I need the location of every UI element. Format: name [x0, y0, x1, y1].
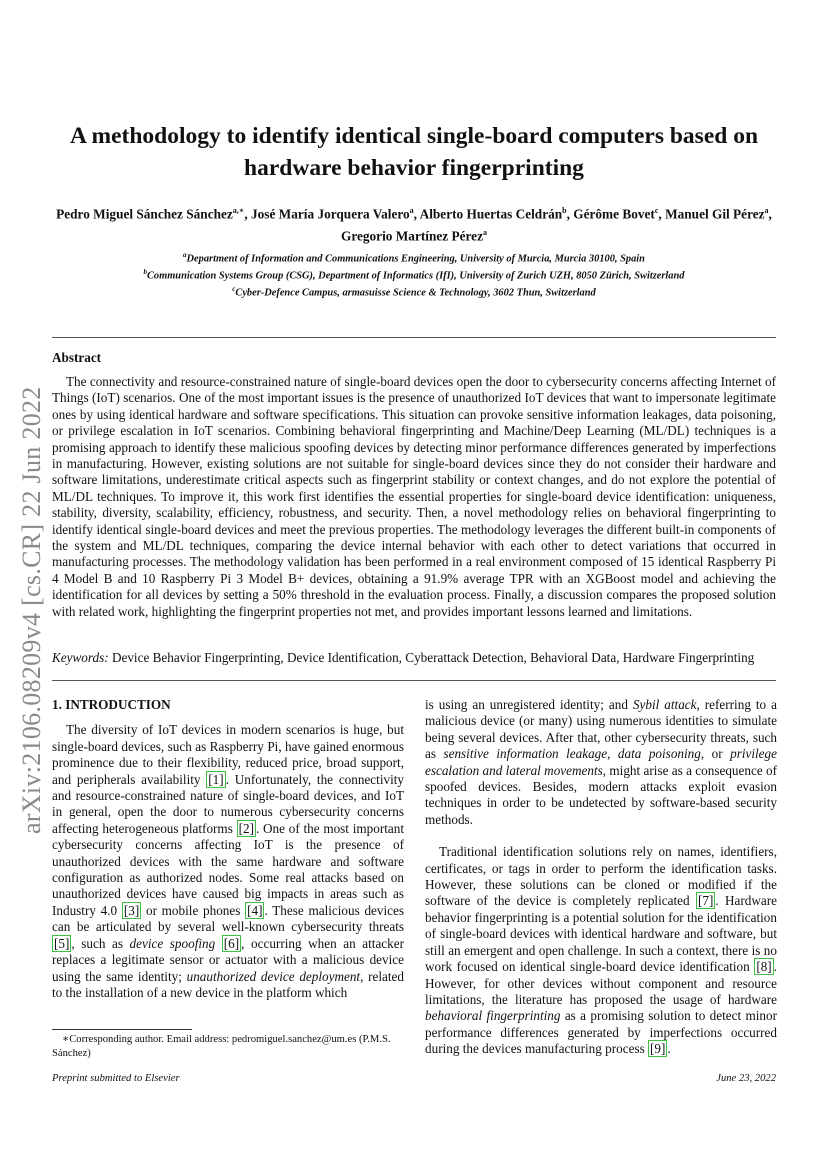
author-name: Manuel Gil Pérez: [665, 206, 765, 222]
footnote-divider: [52, 1029, 192, 1030]
keywords-text: Device Behavior Fingerprinting, Device Identification, Cyberattack Detection, Behavioral Data, Hardware Fingerprinting: [111, 650, 755, 665]
citation-link[interactable]: [9]: [650, 1041, 666, 1057]
citation-link[interactable]: [3]: [123, 902, 140, 918]
right-column: [425, 697, 777, 1058]
body-paragraph: Traditional identification solutions rely on names, identifiers, certificates, or tags in order to perform the identification tasks. However, these solutions can be cloned or modified if the software of the device is completely replicated [7] . Hardware behavior fingerprinting is a potential solution for the identification of single-board devices with identical hardware and software, but still an emergent and open challenge. In such a context, there is no work focused on identical single-board device identification [8] . However, for other devices without component and resource limitations, the literature has proposed the usage of hardware behavioral fingerprinting as a promising solution to detect minor performance differences generated by imperfections occurred during the devices manufacturing process [9] .: [425, 844, 778, 1057]
paper-title: A methodology to identify identical single-board computers based on hardware behavior fingerprinting: [69, 123, 759, 181]
author-affil-mark: a: [764, 206, 769, 215]
keywords-label: Keywords:: [52, 650, 109, 665]
author-name: Alberto Huertas Celdrán: [419, 206, 563, 222]
author-affil-mark: c: [654, 206, 659, 215]
author-affil-mark: a: [483, 228, 487, 238]
author-affil-mark: a: [409, 206, 414, 215]
keywords-line: [52, 650, 776, 666]
corresponding-author-footnote: ∗Corresponding author. Email address: pedromiguel.sanchez@um.es (P.M.S. Sánchez): [52, 1034, 391, 1059]
author-affil-mark: a,∗: [232, 206, 245, 215]
citation-link[interactable]: [1]: [208, 771, 224, 787]
author-name: Gregorio Martínez Pérez: [340, 228, 483, 244]
left-column: [52, 697, 404, 1001]
citation-link[interactable]: [6]: [223, 935, 240, 951]
body-paragraph: The diversity of IoT devices in modern scenarios is huge, but single-board devices, such as Raspberry Pi, have gained enormous prominence due to their flexibility, reduced price, broad support, and peripherals availability [1] . Unfortunately, the connectivity and resource-constrained nature of single-board devices, and IoT in general, open the door to numerous cybersecurity concerns affecting heterogeneous platforms [2] . One of the most important cybersecurity concerns affecting IoT is the presence of unauthorized devices with the same hardware and software configuration as authorized nodes. Some real attacks based on unauthorized devices have caused big impacts in areas such as Industry 4.0 [3] or mobile phones [4] . These malicious devices can be articulated by several well-known cybersecurity threats [5] , such as device spoofing [6] , occurring when an attacker replaces a legitimate sensor or actuator with a malicious device using the same identity; unauthorized device deployment, related to the installation of a new device in the platform which: [52, 722, 404, 1000]
citation-link[interactable]: [4]: [247, 902, 263, 918]
author-name: Gérôme Bovet: [573, 206, 655, 222]
author-name: Pedro Miguel Sánchez Sánchez: [56, 206, 233, 222]
affiliation-line: $^c$Cyber-Defence Campus, armasuisse Science & Technology, 3602 Thun, Switzerland: [232, 284, 596, 299]
arxiv-identifier-stamp: arXiv:2106.08209v4 [cs.CR] 22 Jun 2022: [17, 386, 46, 834]
affiliation-line: $^b$Communication Systems Group (CSG), Department of Informatics (IfI), University of Zurich UZH, 8050 Zürich, Switzerland: [143, 267, 685, 282]
abstract-text: The connectivity and resource-constrained nature of single-board devices open the door to cybersecurity concerns affecting Internet of Things (IoT) scenarios. One of the most important issues is the presence of unauthorized IoT devices that want to impersonate legitimate ones by using identical hardware and software specifications. This situation can provoke sensitive information leakages, data poisoning, or privilege escalation in IoT scenarios. Combining behavioral fingerprinting and Machine/Deep Learning (ML/DL) techniques is a promising approach to identify these malicious spoofing devices by detecting minor performance differences generated by imperfections in manufacturing. However, existing solutions are not suitable for single-board devices since they do not consider their hardware and software limitations, underestimate critical aspects such as fingerprint stability or context changes, and do not explore the potential of ML/DL techniques. To improve it, this work first identifies the essential properties for single-board device identification: uniqueness, stability, diversity, scalability, efficiency, robustness, and security. Then, a novel methodology relies on behavioral fingerprinting to identify identical single-board devices and meet the previous properties. The methodology leverages the different built-in components of the system and ML/DL techniques, comparing the device internal behavior with each other to detect variations that occurred in manufacturing processes. The methodology validation has been performed in a real environment composed of 15 identical Raspberry Pi 4 Model B and 10 Raspberry Pi 3 Model B+ devices, obtaining a 91.9% average TPR with an XGBoost model and achieving the identification for all devices by setting a 50% threshold in the evaluation process. Finally, a discussion compares the proposed solution with related work, highlighting the fingerprint properties not met, and provides important lessons learned and limitations.: [52, 374, 776, 619]
abstract-heading: Abstract: [52, 350, 102, 365]
preprint-notice: Preprint submitted to Elsevier: [52, 1073, 180, 1084]
author-affil-mark: b: [562, 206, 567, 215]
citation-link[interactable]: [7]: [697, 893, 714, 909]
body-paragraph: is using an unregistered identity; and Sybil attack, referring to a malicious device (or many) using numerous identities to simulate being several devices. After that, other cybersecurity threats, such as sensitive information leakage, data poisoning, or privilege escalation and lateral movements, might arise as a consequence of spoofed devices. Besides, modern attacks exploit evasion techniques in order to be undetected by software-based security methods.: [425, 697, 777, 827]
footer-date: June 23, 2022: [716, 1073, 776, 1084]
top-divider: [52, 337, 776, 338]
author-list: Pedro Miguel Sánchez Sánchez$^{a,∗}$, José María Jorquera Valero$^a$, Alberto Huertas Celdrán$^b$, Gérôme Bovet$^c$, Manuel Gil Pérez$^a$, Gregorio Martínez Pérez$^a$: [56, 206, 772, 244]
affiliation-list: [52, 249, 776, 300]
abstract-divider: [52, 680, 776, 681]
section-heading: 1. INTRODUCTION: [52, 697, 171, 712]
affiliation-line: $^a$Department of Information and Communications Engineering, University of Murcia, Murcia 30100, Spain: [183, 251, 645, 265]
citation-link[interactable]: [8]: [756, 959, 772, 975]
citation-link[interactable]: [5]: [54, 935, 70, 951]
citation-link[interactable]: [2]: [238, 820, 254, 836]
author-name: José María Jorquera Valero: [250, 206, 410, 222]
